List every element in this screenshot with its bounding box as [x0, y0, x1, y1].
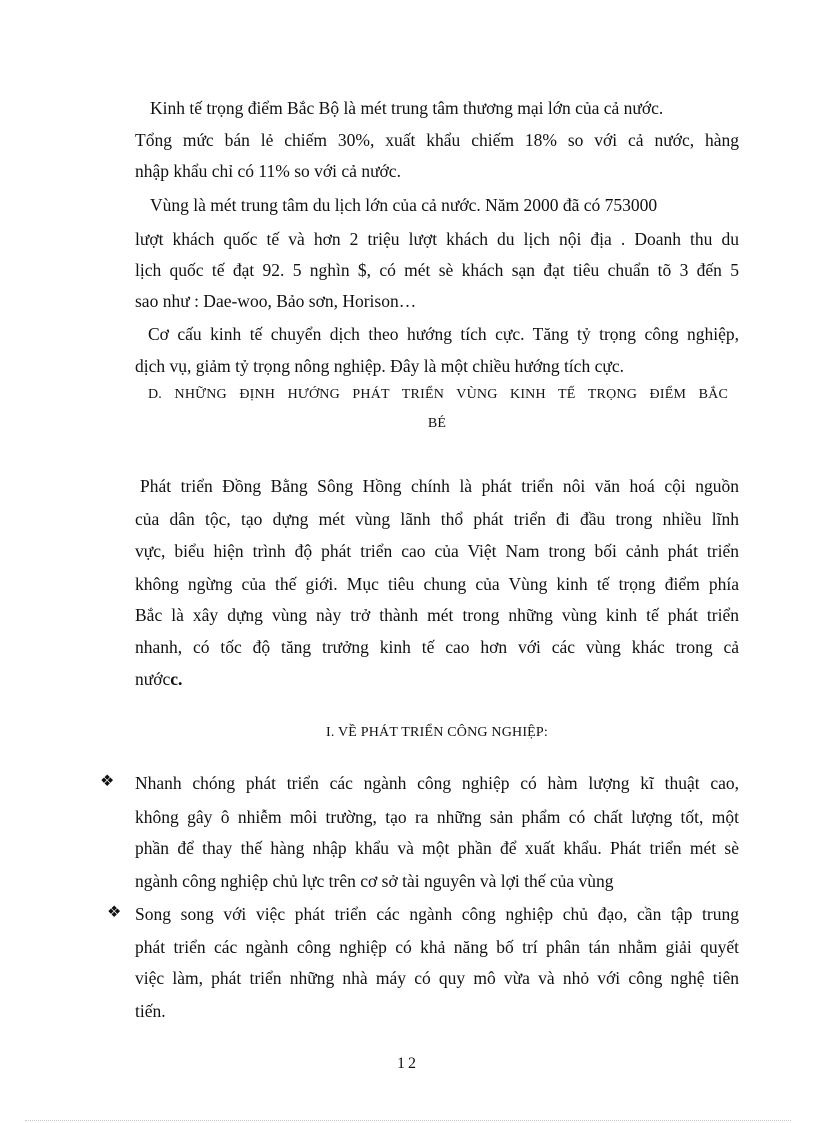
paragraph-line: Bắc là xây dựng vùng này trở thành mét trong những vùng kinh tế phát triển — [135, 605, 739, 625]
paragraph-text-bold: c. — [170, 669, 183, 689]
paragraph-line: lịch quốc tế đạt 92. 5 nghìn $, có mét sè khách sạn đạt tiêu chuẩn tõ 3 đến 5 — [135, 260, 739, 280]
section-heading: D. NHỮNG ĐỊNH HƯỚNG PHÁT TRIỂN VÙNG KINH TẾ TRỌNG ĐIỂM BẮC — [148, 387, 728, 402]
section-heading-continuation: BÉ — [427, 416, 447, 431]
bullet-line: Nhanh chóng phát triển các ngành công nghiệp có hàm lượng kĩ thuật cao, — [135, 773, 739, 793]
paragraph-line: của dân tộc, tạo dựng mét vùng lãnh thổ phát triển đi đầu trong nhiều lĩnh — [135, 509, 739, 529]
bullet-line: phát triển các ngành công nghiệp có khả năng bố trí phân tán nhằm giải quyết — [135, 937, 739, 957]
subsection-heading: I. VỀ PHÁT TRIỂN CÔNG NGHIỆP: — [325, 725, 549, 740]
bullet-diamond-icon: ❖ — [107, 904, 122, 921]
page-number: 12 — [397, 1055, 419, 1072]
bullet-line: tiến. — [135, 1001, 166, 1021]
paragraph-line: dịch vụ, giảm tỷ trọng nông nghiệp. Đây là một chiều hướng tích cực. — [135, 356, 624, 376]
bullet-line: ngành công nghiệp chủ lực trên cơ sở tài nguyên và lợi thế của vùng — [135, 871, 614, 891]
footer-rule — [25, 1120, 791, 1121]
paragraph-line: nhanh, có tốc độ tăng trưởng kinh tế cao hơn với các vùng khác trong cả — [135, 637, 739, 657]
paragraph-text: nước — [135, 669, 171, 689]
paragraph-line: Cơ cấu kinh tế chuyển dịch theo hướng tích cực. Tăng tỷ trọng công nghiệp, — [148, 324, 739, 344]
paragraph-line: Vùng là mét trung tâm du lịch lớn của cả nước. Năm 2000 đã có 753000 — [150, 195, 658, 215]
paragraph-line: Tổng mức bán lẻ chiếm 30%, xuất khẩu chiếm 18% so với cả nước, hàng — [135, 130, 739, 150]
paragraph-line — [135, 668, 182, 690]
bullet-line: phần để thay thế hàng nhập khẩu và một phần để xuất khẩu. Phát triển mét sè — [135, 838, 739, 858]
bullet-line: không gây ô nhiễm môi trường, tạo ra những sản phẩm có chất lượng tốt, một — [135, 807, 739, 827]
paragraph-line: không ngừng của thế giới. Mục tiêu chung của Vùng kinh tế trọng điểm phía — [135, 574, 739, 594]
bullet-line: Song song với việc phát triển các ngành công nghiệp chủ đạo, cần tập trung — [135, 904, 739, 924]
paragraph-line: nhập khẩu chỉ có 11% so với cả nước. — [135, 161, 401, 181]
paragraph-line: Kinh tế trọng điểm Bắc Bộ là mét trung tâm thương mại lớn của cả nước. — [150, 98, 664, 118]
bullet-line: việc làm, phát triển những nhà máy có quy mô vừa và nhỏ với công nghệ tiên — [135, 968, 739, 988]
paragraph-line: vực, biểu hiện trình độ phát triển cao của Việt Nam trong bối cảnh phát triển — [135, 541, 739, 561]
paragraph-line: sao như : Dae-woo, Bảo sơn, Horison… — [135, 291, 417, 311]
paragraph-line: Phát triển Đồng Bằng Sông Hồng chính là phát triển nôi văn hoá cội nguồn — [140, 476, 739, 496]
paragraph-line: lượt khách quốc tế và hơn 2 triệu lượt khách du lịch nội địa . Doanh thu du — [135, 229, 739, 249]
bullet-diamond-icon: ❖ — [100, 773, 115, 790]
